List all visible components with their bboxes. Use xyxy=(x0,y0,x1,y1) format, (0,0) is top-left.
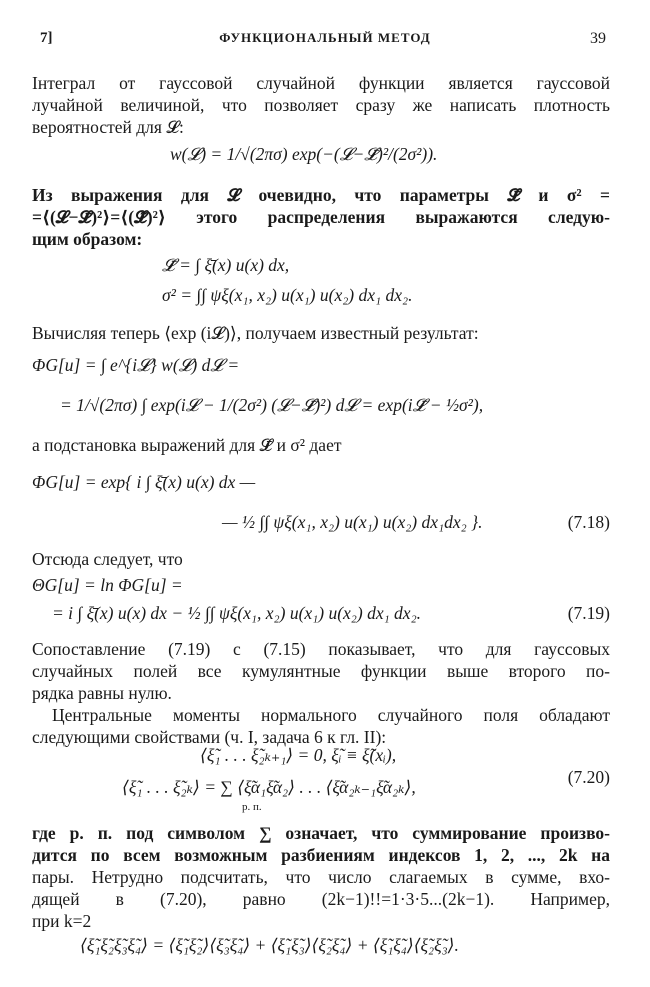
equation: w(𝓛) = 1/√(2πσ) exp(−(𝓛−𝓛̄)²/(2σ²)). xyxy=(170,144,438,164)
running-title: ФУНКЦИОНАЛЬНЫЙ МЕТОД xyxy=(219,30,431,45)
equation: ΦG[u] = exp{ i ∫ ξ̄(x) u(x) dx — xyxy=(32,472,256,492)
chapter-marker: 7] xyxy=(40,30,53,46)
text-line: лучайной величиной, что позволяет сразу же написать плотность xyxy=(32,95,610,115)
text-line: Вычисляя теперь ⟨exp (i𝓛)⟩, получаем известный результат: xyxy=(32,323,479,343)
text-line: при k=2 xyxy=(32,911,92,931)
text-line: вероятностей для 𝓛: xyxy=(32,117,184,137)
text-line: дящей в (7.20), равно (2k−1)!!=1·3·5...(2k−1). Например, xyxy=(32,889,610,909)
equation: = 1/√(2πσ) ∫ exp(i𝓛 − 1/(2σ²) (𝓛−𝓛̄)²) d𝓛 = exp(i𝓛̄ − ½σ²), xyxy=(60,395,484,415)
text-line: дится по всем возможным разбиениям индексов 1, 2, ..., 2k на xyxy=(32,845,610,865)
text-line: а подстановка выражений для 𝓛̄ и σ² дает xyxy=(32,435,342,455)
text-line: следующими свойствами (ч. I, задача 6 к гл. II): xyxy=(32,727,387,747)
text-line: Отсюда следует, что xyxy=(32,549,183,569)
equation: ΦG[u] = ∫ e^{i𝓛} w(𝓛) d𝓛 = xyxy=(32,355,240,375)
text-line: Сопоставление (7.19) с (7.15) показывает, что для гауссовых xyxy=(32,639,610,659)
text-line: Центральные моменты нормального случайного поля обладают xyxy=(52,705,610,725)
equation-number: (7.18) xyxy=(567,512,610,532)
equation-number: (7.19) xyxy=(567,603,610,623)
text-line: случайных полей все кумулянтные функции выше второго по- xyxy=(32,661,610,681)
equation: ΘG[u] = ln ΦG[u] = xyxy=(32,575,183,595)
equation: = i ∫ ξ̄(x) u(x) dx − ½ ∫∫ ψξ(x₁, x₂) u(x₁) u(x₂) dx₁ dx₂. xyxy=(52,603,422,623)
equation: 𝓛̄ = ∫ ξ̄(x) u(x) dx, xyxy=(162,255,290,275)
text-line: где р. п. под символом ∑ означает, что суммирование произво- xyxy=(32,823,610,843)
equation: ⟨ξ̃₁ξ̃₂ξ̃₃ξ̃₄⟩ = ⟨ξ̃₁ξ̃₂⟩⟨ξ̃₃ξ̃₄⟩ + ⟨ξ̃₁ξ̃₃⟩⟨ξ̃₂ξ̃₄⟩ + ⟨ξ̃₁ξ̃₄⟩⟨ξ̃₂ξ̃₃⟩. xyxy=(80,935,459,955)
text-line: рядка равны нулю. xyxy=(32,683,172,703)
text-line: пары. Нетрудно подсчитать, что число слагаемых в сумме, вхо- xyxy=(32,867,610,887)
equation-number: (7.20) xyxy=(567,767,610,787)
equation: ⟨ξ̃₁ . . . ξ̃₂ₖ⟩ = ∑ ⟨ξ̃α₁ξ̃α₂⟩ . . . ⟨ξ̃α₂ₖ₋₁ξ̃α₂ₖ⟩, xyxy=(122,777,416,797)
page-number: 39 xyxy=(590,30,606,47)
text-line: щим образом: xyxy=(32,229,143,249)
text-line: =⟨(𝓛−𝓛̄)²⟩=⟨(𝓛̃)²⟩ этого распределения выражаются следую- xyxy=(32,207,610,227)
equation: — ½ ∫∫ ψξ(x₁, x₂) u(x₁) u(x₂) dx₁dx₂ }. xyxy=(222,512,483,532)
text-line: Інтеграл от гауссовой случайной функции является гауссовой xyxy=(32,73,610,93)
equation: σ² = ∫∫ ψξ(x₁, x₂) u(x₁) u(x₂) dx₁ dx₂. xyxy=(162,285,413,305)
sum-subscript: р. п. xyxy=(242,801,262,813)
equation: ⟨ξ̃₁ . . . ξ̃₂ₖ₊₁⟩ = 0, ξ̃ᵢ ≡ ξ̃(xᵢ), xyxy=(200,745,397,765)
text-line: Из выражения для 𝓛 очевидно, что параметры 𝓛̄ и σ² = xyxy=(32,185,610,205)
